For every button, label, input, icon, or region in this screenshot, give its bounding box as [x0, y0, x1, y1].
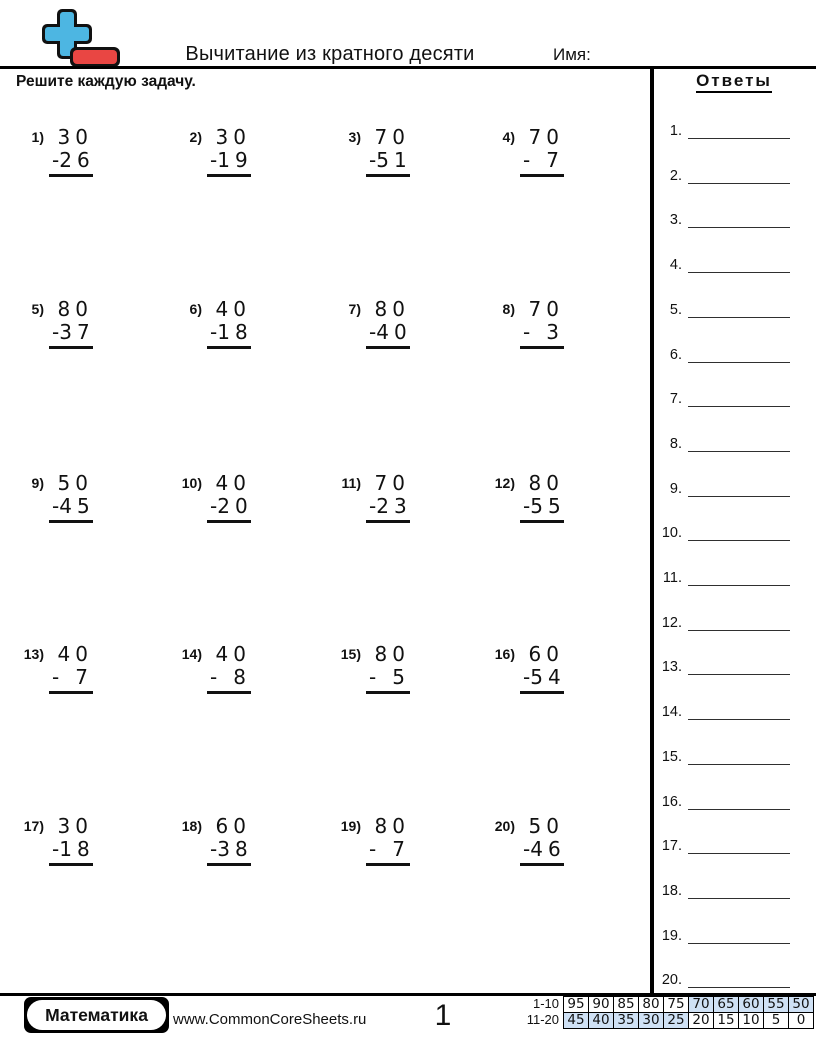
problem-work-area [369, 642, 410, 694]
answer-blank[interactable] [688, 704, 790, 720]
minuend: 80 [57, 297, 93, 321]
minuend: 70 [374, 471, 410, 495]
score-cell: 0 [788, 1012, 814, 1029]
minuend: 40 [215, 471, 251, 495]
answer-number: 17. [661, 838, 682, 855]
score-cell: 70 [688, 996, 714, 1013]
answer-number: 8. [669, 435, 682, 452]
score-cell: 65 [713, 996, 739, 1013]
answer-blank[interactable] [688, 212, 790, 228]
answer-number: 19. [661, 927, 682, 944]
subtrahend: 40 [376, 320, 412, 344]
answer-blank[interactable] [688, 928, 790, 944]
answer-item [648, 210, 798, 228]
answer-underline [520, 691, 564, 694]
subtrahend: 51 [376, 148, 412, 172]
minuend: 80 [374, 297, 410, 321]
answer-underline [520, 174, 564, 177]
answer-number: 16. [661, 793, 682, 810]
answer-blank[interactable] [688, 168, 790, 184]
problem [331, 814, 410, 866]
minuend: 80 [528, 471, 564, 495]
answer-underline [366, 174, 410, 177]
problem [172, 814, 253, 866]
answer-blank[interactable] [688, 838, 790, 854]
page-title: Вычитание из кратного десяти [185, 43, 475, 65]
answer-item [648, 345, 798, 363]
answer-item [648, 300, 798, 318]
minus-sign: - [52, 320, 60, 344]
answer-blank[interactable] [688, 615, 790, 631]
answer-blank[interactable] [688, 123, 790, 139]
problem-work-area [210, 814, 253, 866]
problem [485, 297, 564, 349]
problem-number: 2) [189, 129, 202, 145]
answer-number: 10. [661, 525, 682, 542]
problem-number: 18) [181, 818, 202, 834]
answer-number: 20. [661, 972, 682, 989]
answer-blank[interactable] [688, 972, 790, 988]
minus-sign: - [369, 665, 377, 689]
score-cell: 75 [663, 996, 689, 1013]
answer-item [648, 613, 798, 631]
problem-work-area [523, 297, 564, 349]
score-cell: 95 [563, 996, 589, 1013]
problem [485, 125, 564, 177]
minuend: 70 [528, 297, 564, 321]
problem [331, 642, 410, 694]
problem-work-area [369, 814, 410, 866]
problem [331, 471, 412, 523]
problem-work-area [210, 125, 253, 177]
minus-sign: - [523, 837, 531, 861]
answer-underline [520, 863, 564, 866]
minuend: 30 [57, 125, 93, 149]
answer-underline [520, 346, 564, 349]
minus-icon [73, 50, 117, 64]
problem-number: 9) [31, 475, 44, 491]
subtrahend: 26 [59, 148, 95, 172]
score-row-label: 1-10 [532, 996, 559, 1011]
answer-blank[interactable] [688, 794, 790, 810]
answer-blank[interactable] [688, 481, 790, 497]
score-cell: 60 [738, 996, 764, 1013]
answer-blank[interactable] [688, 749, 790, 765]
problem [172, 471, 253, 523]
plus-icon [45, 27, 89, 41]
answer-blank[interactable] [688, 525, 790, 541]
minuend: 40 [57, 642, 93, 666]
header-divider [0, 66, 816, 69]
subtrahend: 54 [530, 665, 566, 689]
answer-item [648, 792, 798, 810]
subtrahend: 23 [376, 494, 412, 518]
problem-work-area [369, 297, 412, 349]
problem-work-area [523, 642, 566, 694]
score-cell: 90 [588, 996, 614, 1013]
answer-underline [366, 863, 410, 866]
answer-underline [49, 520, 93, 523]
problem [14, 814, 95, 866]
problem [14, 471, 95, 523]
minus-sign: - [369, 148, 377, 172]
minus-sign: - [369, 494, 377, 518]
answer-number: 6. [669, 346, 682, 363]
answer-item [648, 434, 798, 452]
problem-number: 12) [494, 475, 515, 491]
answer-number: 1. [669, 123, 682, 139]
subtrahend: 20 [217, 494, 253, 518]
score-cell: 85 [613, 996, 639, 1013]
answer-item [648, 389, 798, 407]
answer-blank[interactable] [688, 391, 790, 407]
answer-blank[interactable] [688, 347, 790, 363]
minus-sign: - [210, 837, 218, 861]
answer-underline [520, 520, 564, 523]
score-cell: 15 [713, 1012, 739, 1029]
problem-work-area [210, 642, 251, 694]
minuend: 50 [57, 471, 93, 495]
minus-sign: - [523, 148, 531, 172]
minuend: 50 [528, 814, 564, 838]
answer-item [648, 702, 798, 720]
problem-work-area [52, 814, 95, 866]
minus-sign: - [210, 148, 218, 172]
score-cell: 45 [563, 1012, 589, 1029]
minuend: 60 [528, 642, 564, 666]
problem-number: 5) [31, 301, 44, 317]
problem-number: 19) [340, 818, 361, 834]
subtrahend: 7 [75, 665, 93, 689]
problem-number: 13) [23, 646, 44, 662]
answer-number: 7. [669, 391, 682, 408]
problem [172, 642, 251, 694]
answer-underline [49, 346, 93, 349]
subtrahend: 46 [530, 837, 566, 861]
problem-work-area [369, 471, 412, 523]
problem-number: 8) [502, 301, 515, 317]
answer-number: 18. [661, 882, 682, 899]
minuend: 40 [215, 642, 251, 666]
score-row [519, 996, 814, 1013]
minus-sign: - [523, 494, 531, 518]
answer-underline [207, 520, 251, 523]
problem-number: 20) [494, 818, 515, 834]
problem-work-area [523, 471, 566, 523]
minus-sign: - [210, 494, 218, 518]
minuend: 80 [374, 814, 410, 838]
subtrahend: 37 [59, 320, 95, 344]
answer-item [648, 166, 798, 184]
score-table [519, 996, 814, 1029]
problem [485, 642, 566, 694]
minus-sign: - [210, 665, 218, 689]
problem [485, 471, 566, 523]
problem-number: 11) [341, 475, 361, 491]
minus-sign: - [52, 148, 60, 172]
name-label: Имя: [553, 45, 591, 64]
answer-underline [207, 346, 251, 349]
answer-item [648, 479, 798, 497]
minus-sign: - [369, 837, 377, 861]
problem-work-area [52, 471, 95, 523]
problem [172, 297, 253, 349]
problem-number: 7) [348, 301, 361, 317]
subtrahend: 3 [546, 320, 564, 344]
problem-number: 3) [348, 129, 361, 145]
problem-work-area [523, 814, 566, 866]
minus-sign: - [210, 320, 218, 344]
answer-number: 13. [661, 659, 682, 676]
problem-work-area [210, 471, 253, 523]
score-cell: 30 [638, 1012, 664, 1029]
score-cell: 80 [638, 996, 664, 1013]
problem [14, 642, 93, 694]
minuend: 30 [57, 814, 93, 838]
problem-number: 10) [181, 475, 202, 491]
minus-sign: - [52, 494, 60, 518]
answer-underline [366, 691, 410, 694]
minus-sign: - [369, 320, 377, 344]
answer-item [648, 523, 798, 541]
answer-number: 12. [661, 614, 682, 631]
score-row [519, 1012, 814, 1029]
minus-sign: - [523, 665, 531, 689]
problem [485, 814, 566, 866]
problem [172, 125, 253, 177]
answer-item [648, 970, 798, 988]
subtrahend: 8 [233, 665, 251, 689]
subtrahend: 18 [59, 837, 95, 861]
problem-work-area [523, 125, 564, 177]
subtrahend: 45 [59, 494, 95, 518]
subtrahend: 55 [530, 494, 566, 518]
score-cell: 20 [688, 1012, 714, 1029]
problem-work-area [210, 297, 253, 349]
problem-number: 14) [181, 646, 202, 662]
answer-blank[interactable] [688, 436, 790, 452]
score-cell: 5 [763, 1012, 789, 1029]
answer-blank[interactable] [688, 302, 790, 318]
answer-number: 5. [669, 301, 682, 318]
subtrahend: 38 [217, 837, 253, 861]
answer-underline [207, 863, 251, 866]
problem-number: 17) [23, 818, 44, 834]
subject-badge-label: Математика [27, 1000, 166, 1030]
instruction-text: Решите каждую задачу. [16, 73, 196, 90]
score-cell: 55 [763, 996, 789, 1013]
minuend: 70 [528, 125, 564, 149]
minus-sign: - [52, 837, 60, 861]
problem-work-area [52, 125, 95, 177]
minuend: 70 [374, 125, 410, 149]
score-cell: 10 [738, 1012, 764, 1029]
problem [331, 125, 412, 177]
score-row-label: 11-20 [526, 1012, 559, 1027]
page-number: 1 [434, 999, 452, 1032]
problem [14, 297, 95, 349]
problem-number: 16) [494, 646, 515, 662]
commoncoresheets-logo [0, 0, 160, 70]
minuend: 40 [215, 297, 251, 321]
subtrahend: 18 [217, 320, 253, 344]
answer-number: 14. [661, 704, 682, 721]
minus-sign: - [523, 320, 531, 344]
problem-number: 1) [31, 129, 44, 145]
problem-number: 15) [340, 646, 361, 662]
answer-underline [207, 691, 251, 694]
answer-number: 3. [669, 212, 682, 229]
subtrahend: 5 [392, 665, 410, 689]
problem-number: 4) [502, 129, 515, 145]
problem-work-area [369, 125, 412, 177]
problem [14, 125, 95, 177]
answer-underline [49, 691, 93, 694]
score-cell: 40 [588, 1012, 614, 1029]
answer-blank[interactable] [688, 659, 790, 675]
answer-number: 9. [669, 480, 682, 497]
answer-item [648, 926, 798, 944]
answer-blank[interactable] [688, 883, 790, 899]
answers-heading: Ответы [654, 71, 814, 91]
answer-item [648, 568, 798, 586]
answer-number: 11. [662, 570, 682, 586]
answer-number: 4. [669, 257, 682, 274]
score-cell: 35 [613, 1012, 639, 1029]
subtrahend: 19 [217, 148, 253, 172]
minuend: 60 [215, 814, 251, 838]
answer-blank[interactable] [688, 570, 790, 586]
score-cell: 50 [788, 996, 814, 1013]
subtrahend: 7 [546, 148, 564, 172]
problem [331, 297, 412, 349]
answer-blank[interactable] [688, 257, 790, 273]
answer-item [648, 881, 798, 899]
minuend: 80 [374, 642, 410, 666]
answer-item [648, 747, 798, 765]
subject-badge [24, 997, 169, 1033]
minus-sign: - [52, 665, 60, 689]
website-url: www.CommonCoreSheets.ru [173, 1011, 367, 1028]
answer-underline [49, 863, 93, 866]
subtrahend: 7 [392, 837, 410, 861]
answer-underline [366, 520, 410, 523]
answer-underline [207, 174, 251, 177]
answer-item [648, 121, 798, 139]
answer-underline [366, 346, 410, 349]
answer-item [648, 836, 798, 854]
problem-work-area [52, 642, 93, 694]
score-cell: 25 [663, 1012, 689, 1029]
answer-item [648, 657, 798, 675]
minuend: 30 [215, 125, 251, 149]
answer-item [648, 255, 798, 273]
answer-number: 2. [669, 167, 682, 184]
answer-number: 15. [661, 748, 682, 765]
problem-number: 6) [189, 301, 202, 317]
problem-work-area [52, 297, 95, 349]
answer-underline [49, 174, 93, 177]
